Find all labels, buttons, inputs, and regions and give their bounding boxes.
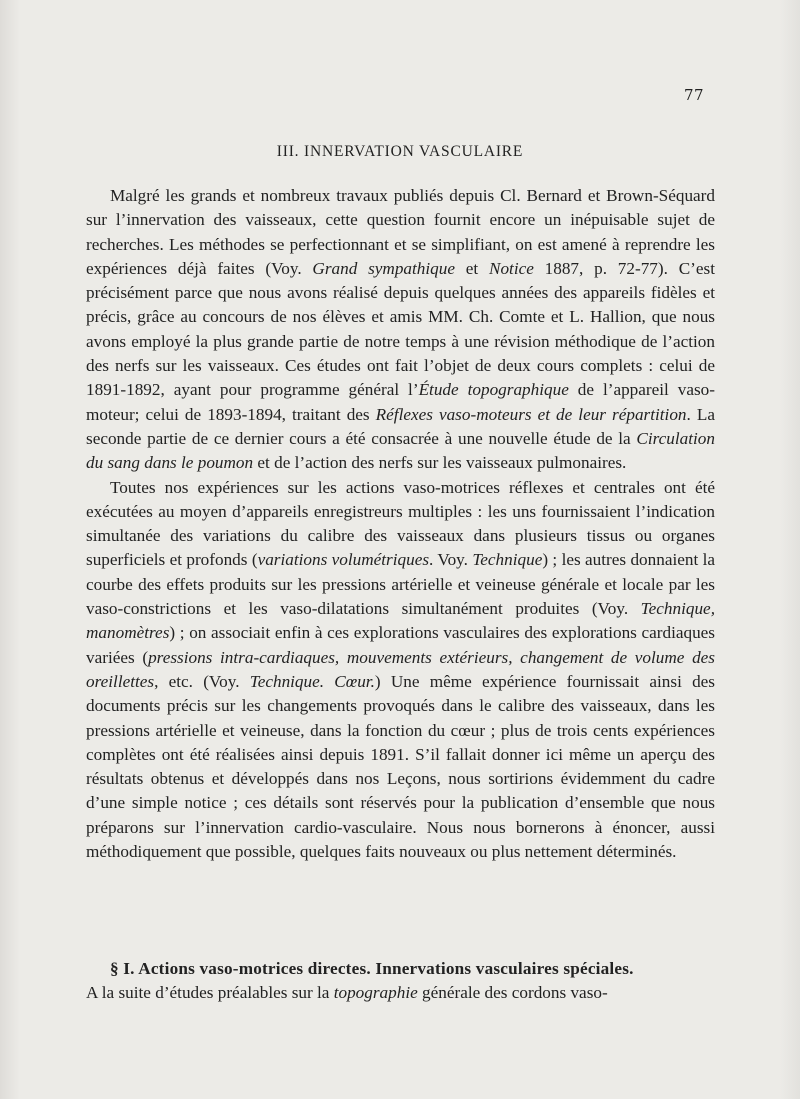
paragraph-1: Malgré les grands et nombreux travaux publiés depuis Cl. Bernard et Brown-Séquard sur l’innervation des vaisseaux, cette question fournit encore un inépuisable sujet de recherches. Les méthodes se perfectionnant et se simplifiant, on est amené à reprendre les expériences déjà faites (Voy. Grand sympathique et Notice 1887, p. 72-77). C’est précisément parce que nous avons réalisé depuis quelques années des appareils fidèles et précis, grâce au concours de nos élèves et amis MM. Ch. Comte et L. Hallion, que nous avons employé la plus grande partie de notre temps à une révision méthodique de l’action des nerfs sur les vaisseaux. Ces études ont fait l’objet de deux cours complets : celui de 1891-1892, ayant pour programme général l’Étude topographique de l’appareil vaso-moteur; celui de 1893-1894, traitant des Réflexes vaso-moteurs et de leur répartition. La seconde partie de ce dernier cours a été consacrée à une nouvelle étude de la Circulation du sang dans le poumon et de l’action des nerfs sur les vaisseaux pulmonaires. xyxy=(86,186,715,473)
page-number: 77 xyxy=(684,86,705,104)
section-paragraph: § I. Actions vaso-motrices directes. Innervations vasculaires spéciales. A la suite d’études préalables sur la topographie générale des cordons vaso- xyxy=(86,959,634,1003)
body-text xyxy=(86,184,715,864)
page-title: III. INNERVATION VASCULAIRE xyxy=(276,143,524,160)
paragraph-2: Toutes nos expériences sur les actions vaso-motrices réflexes et centrales ont été exécutées au moyen d’appareils enregistreurs multiples : les uns fournissaient l’indication simultanée des variations du calibre des vaisseaux dans plusieurs tissus ou organes superficiels et profonds (variations volumétriques. Voy. Technique) ; les autres donnaient la courbe des effets produits sur les pressions artérielle et veineuse générale et locale par les vaso-constrictions et les vaso-dilatations simultanément produites (Voy. Technique, manomètres) ; on associait enfin à ces explorations vasculaires des explorations cardiaques variées (pressions intra-cardiaques, mouvements extérieurs, changement de volume des oreillettes, etc. (Voy. Technique. Cœur.) Une même expérience fournissait ainsi des documents précis sur les changements provoqués dans le calibre des vaisseaux, dans les pressions artérielle et veineuse, dans la fonction du cœur ; plus de trois cents expériences complètes ont été réalisées ainsi depuis 1891. S’il fallait donner ici même un aperçu des résultats obtenus et développés dans nos Leçons, nous sortirions évidemment du cadre d’une simple notice ; ces détails sont réservés pour la publication d’ensemble que nous préparons sur l’innervation cardio-vasculaire. Nous nous bornerons à énoncer, aussi méthodiquement que possible, quelques faits nouveaux ou plus nettement déterminés. xyxy=(86,477,715,862)
section-block xyxy=(86,957,715,1006)
section-heading: § I. Actions vaso-motrices directes. Innervations vasculaires spéciales. xyxy=(110,959,634,978)
